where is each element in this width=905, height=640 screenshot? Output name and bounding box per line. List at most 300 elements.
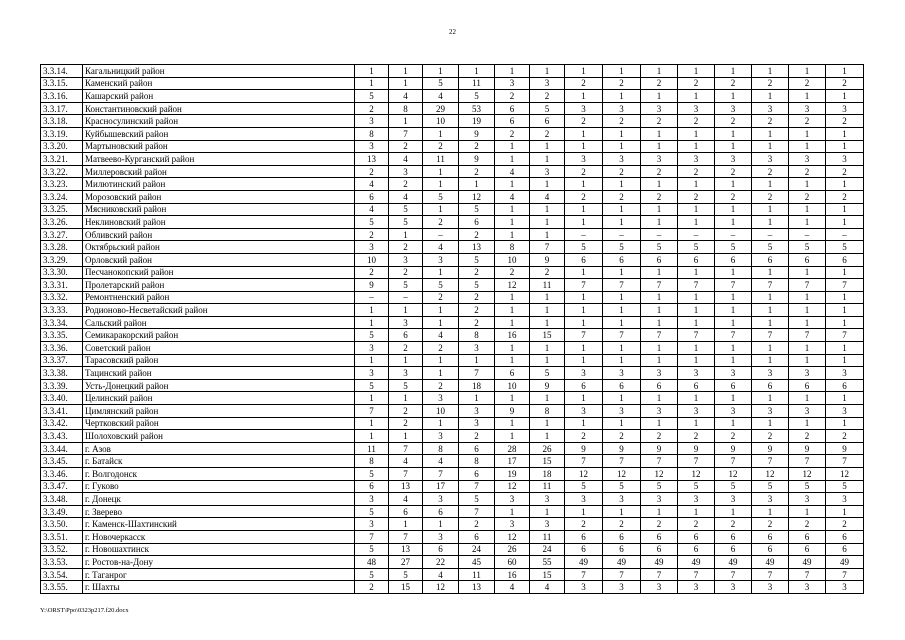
table-row <box>41 480 864 493</box>
value-cell: 2 <box>459 165 495 178</box>
row-name: Цимлянский район <box>83 405 355 418</box>
value-cell: 5 <box>459 493 495 506</box>
row-code: 3.3.31. <box>41 279 83 292</box>
value-cell: 1 <box>715 342 752 355</box>
value-cell: 1 <box>789 505 826 518</box>
row-name: Кагальницкий район <box>83 65 355 78</box>
value-cell: 3 <box>355 493 389 506</box>
value-cell: 1 <box>423 203 459 216</box>
value-cell: 15 <box>530 329 565 342</box>
value-cell: 1 <box>678 127 715 140</box>
value-cell: 1 <box>423 354 459 367</box>
value-cell: 1 <box>715 304 752 317</box>
row-code: 3.3.27. <box>41 228 83 241</box>
value-cell: 3 <box>389 165 423 178</box>
table-row <box>41 153 864 166</box>
value-cell: 2 <box>789 430 826 443</box>
value-cell: 2 <box>423 342 459 355</box>
value-cell: 49 <box>565 556 603 569</box>
value-cell: 1 <box>495 203 530 216</box>
value-cell: – <box>678 228 715 241</box>
value-cell: 5 <box>789 241 826 254</box>
value-cell: 6 <box>603 543 641 556</box>
row-name: Куйбышевский район <box>83 127 355 140</box>
value-cell: 6 <box>715 543 752 556</box>
value-cell: 2 <box>826 430 864 443</box>
value-cell: 13 <box>459 581 495 594</box>
table-row <box>41 354 864 367</box>
value-cell: 6 <box>752 379 789 392</box>
row-code: 3.3.37. <box>41 354 83 367</box>
value-cell: 12 <box>459 190 495 203</box>
value-cell: 7 <box>355 405 389 418</box>
value-cell: 9 <box>355 279 389 292</box>
table-row <box>41 253 864 266</box>
value-cell: 1 <box>565 216 603 229</box>
value-cell: 1 <box>389 77 423 90</box>
value-cell: 16 <box>495 329 530 342</box>
value-cell: 4 <box>389 455 423 468</box>
value-cell: 3 <box>752 493 789 506</box>
row-code: 3.3.50. <box>41 518 83 531</box>
value-cell: 11 <box>459 77 495 90</box>
value-cell: 2 <box>715 77 752 90</box>
value-cell: 4 <box>423 455 459 468</box>
value-cell: 2 <box>423 216 459 229</box>
row-name: Милютинский район <box>83 178 355 191</box>
row-name: Пролетарский район <box>83 279 355 292</box>
value-cell: 4 <box>495 581 530 594</box>
value-cell: 6 <box>530 115 565 128</box>
value-cell: 6 <box>789 530 826 543</box>
value-cell: 1 <box>495 228 530 241</box>
value-cell: 5 <box>355 90 389 103</box>
value-cell: 7 <box>678 279 715 292</box>
value-cell: 60 <box>495 556 530 569</box>
row-name: г. Ростов-на-Дону <box>83 556 355 569</box>
table-row <box>41 65 864 78</box>
value-cell: 55 <box>530 556 565 569</box>
row-name: г. Таганрог <box>83 568 355 581</box>
table-row <box>41 291 864 304</box>
value-cell: 2 <box>603 190 641 203</box>
value-cell: 6 <box>603 379 641 392</box>
row-code: 3.3.17. <box>41 102 83 115</box>
table-row <box>41 178 864 191</box>
value-cell: 11 <box>355 442 389 455</box>
value-cell: 8 <box>530 405 565 418</box>
value-cell: 3 <box>678 405 715 418</box>
value-cell: 3 <box>678 493 715 506</box>
value-cell: 5 <box>423 77 459 90</box>
value-cell: 3 <box>423 430 459 443</box>
value-cell: 5 <box>389 216 423 229</box>
value-cell: 17 <box>423 480 459 493</box>
value-cell: 3 <box>423 392 459 405</box>
value-cell: 1 <box>826 354 864 367</box>
row-code: 3.3.30. <box>41 266 83 279</box>
value-cell: 53 <box>459 102 495 115</box>
value-cell: 2 <box>389 178 423 191</box>
row-code: 3.3.52. <box>41 543 83 556</box>
value-cell: 1 <box>715 203 752 216</box>
value-cell: 7 <box>355 530 389 543</box>
data-table <box>40 64 864 594</box>
value-cell: 2 <box>641 115 678 128</box>
value-cell: 7 <box>423 468 459 481</box>
value-cell: 3 <box>423 493 459 506</box>
value-cell: 2 <box>355 102 389 115</box>
value-cell: 16 <box>495 568 530 581</box>
value-cell: 6 <box>355 190 389 203</box>
value-cell: 1 <box>752 505 789 518</box>
value-cell: 1 <box>641 354 678 367</box>
value-cell: 7 <box>826 455 864 468</box>
value-cell: 1 <box>495 140 530 153</box>
value-cell: 5 <box>389 203 423 216</box>
value-cell: 1 <box>355 430 389 443</box>
value-cell: 1 <box>495 354 530 367</box>
value-cell: 15 <box>530 455 565 468</box>
table-row <box>41 102 864 115</box>
value-cell: 5 <box>678 480 715 493</box>
row-name: г. Каменск-Шахтинский <box>83 518 355 531</box>
value-cell: 2 <box>826 77 864 90</box>
value-cell: 1 <box>789 178 826 191</box>
value-cell: 5 <box>603 480 641 493</box>
value-cell: 2 <box>603 77 641 90</box>
table-row <box>41 228 864 241</box>
value-cell: 1 <box>603 140 641 153</box>
value-cell: 3 <box>565 493 603 506</box>
value-cell: 6 <box>641 379 678 392</box>
value-cell: 6 <box>715 530 752 543</box>
value-cell: 3 <box>459 417 495 430</box>
value-cell: 1 <box>715 178 752 191</box>
value-cell: 1 <box>495 392 530 405</box>
value-cell: 8 <box>495 241 530 254</box>
value-cell: 1 <box>495 342 530 355</box>
value-cell: 8 <box>459 329 495 342</box>
value-cell: 3 <box>355 115 389 128</box>
value-cell: 2 <box>752 115 789 128</box>
value-cell: 1 <box>603 304 641 317</box>
row-name: Обливский район <box>83 228 355 241</box>
value-cell: 5 <box>826 480 864 493</box>
value-cell: 45 <box>459 556 495 569</box>
table-row <box>41 304 864 317</box>
value-cell: 1 <box>641 417 678 430</box>
table-row <box>41 518 864 531</box>
value-cell: 6 <box>641 530 678 543</box>
value-cell: 10 <box>423 405 459 418</box>
value-cell: 7 <box>565 279 603 292</box>
value-cell: 1 <box>826 127 864 140</box>
value-cell: 7 <box>826 279 864 292</box>
row-code: 3.3.47. <box>41 480 83 493</box>
value-cell: 7 <box>826 568 864 581</box>
value-cell: 5 <box>389 379 423 392</box>
value-cell: 10 <box>423 115 459 128</box>
value-cell: 1 <box>678 140 715 153</box>
value-cell: 2 <box>789 115 826 128</box>
value-cell: 2 <box>495 127 530 140</box>
value-cell: 27 <box>389 556 423 569</box>
table-row <box>41 342 864 355</box>
value-cell: 7 <box>603 279 641 292</box>
value-cell: 2 <box>603 430 641 443</box>
value-cell: 1 <box>495 291 530 304</box>
value-cell: 1 <box>826 178 864 191</box>
value-cell: 1 <box>641 140 678 153</box>
value-cell: 1 <box>603 392 641 405</box>
value-cell: 1 <box>355 392 389 405</box>
value-cell: 1 <box>530 228 565 241</box>
table-row <box>41 543 864 556</box>
value-cell: 1 <box>423 367 459 380</box>
value-cell: 1 <box>389 65 423 78</box>
row-name: Усть-Донецкий район <box>83 379 355 392</box>
value-cell: 9 <box>459 127 495 140</box>
value-cell: 4 <box>495 165 530 178</box>
value-cell: 1 <box>565 140 603 153</box>
value-cell: 6 <box>459 442 495 455</box>
value-cell: 2 <box>641 190 678 203</box>
value-cell: 5 <box>355 543 389 556</box>
table-row <box>41 279 864 292</box>
value-cell: 1 <box>603 90 641 103</box>
value-cell: 3 <box>355 140 389 153</box>
value-cell: 1 <box>678 392 715 405</box>
value-cell: 6 <box>389 329 423 342</box>
value-cell: 1 <box>678 342 715 355</box>
value-cell: 1 <box>423 316 459 329</box>
value-cell: 1 <box>752 266 789 279</box>
value-cell: 2 <box>678 165 715 178</box>
value-cell: 9 <box>752 442 789 455</box>
value-cell: 12 <box>495 480 530 493</box>
value-cell: 1 <box>603 417 641 430</box>
value-cell: 2 <box>389 417 423 430</box>
value-cell: 12 <box>641 468 678 481</box>
value-cell: 1 <box>826 90 864 103</box>
value-cell: 10 <box>355 253 389 266</box>
row-code: 3.3.35. <box>41 329 83 342</box>
value-cell: 5 <box>355 505 389 518</box>
value-cell: 3 <box>423 253 459 266</box>
value-cell: 5 <box>530 367 565 380</box>
value-cell: 2 <box>752 190 789 203</box>
row-name: Тацинский район <box>83 367 355 380</box>
value-cell: 9 <box>715 442 752 455</box>
value-cell: 4 <box>423 90 459 103</box>
value-cell: 13 <box>389 543 423 556</box>
value-cell: 1 <box>530 430 565 443</box>
value-cell: 18 <box>459 379 495 392</box>
row-name: Каменский район <box>83 77 355 90</box>
value-cell: 1 <box>715 266 752 279</box>
value-cell: 3 <box>678 153 715 166</box>
value-cell: 2 <box>355 165 389 178</box>
row-code: 3.3.28. <box>41 241 83 254</box>
value-cell: 2 <box>603 115 641 128</box>
row-name: Мясниковский район <box>83 203 355 216</box>
value-cell: 5 <box>389 279 423 292</box>
value-cell: 5 <box>355 468 389 481</box>
value-cell: 1 <box>826 216 864 229</box>
value-cell: 2 <box>715 115 752 128</box>
value-cell: 4 <box>389 190 423 203</box>
value-cell: 2 <box>565 77 603 90</box>
value-cell: 1 <box>495 316 530 329</box>
row-name: Родионово-Несветайский район <box>83 304 355 317</box>
value-cell: 8 <box>355 455 389 468</box>
value-cell: 1 <box>389 304 423 317</box>
value-cell: 1 <box>530 316 565 329</box>
value-cell: – <box>715 228 752 241</box>
value-cell: 2 <box>423 379 459 392</box>
value-cell: 5 <box>389 568 423 581</box>
value-cell: 1 <box>423 65 459 78</box>
value-cell: 28 <box>495 442 530 455</box>
row-name: Тарасовский район <box>83 354 355 367</box>
value-cell: 5 <box>459 203 495 216</box>
value-cell: 6 <box>641 543 678 556</box>
value-cell: 1 <box>565 203 603 216</box>
value-cell: 2 <box>603 518 641 531</box>
value-cell: 1 <box>389 518 423 531</box>
value-cell: 3 <box>641 493 678 506</box>
value-cell: 6 <box>789 379 826 392</box>
row-name: Миллеровский район <box>83 165 355 178</box>
row-name: г. Шахты <box>83 581 355 594</box>
value-cell: 2 <box>495 266 530 279</box>
value-cell: 1 <box>495 178 530 191</box>
row-name: Ремонтненский район <box>83 291 355 304</box>
value-cell: 1 <box>565 90 603 103</box>
value-cell: 12 <box>789 468 826 481</box>
value-cell: 1 <box>678 65 715 78</box>
value-cell: 1 <box>603 505 641 518</box>
value-cell: 5 <box>355 379 389 392</box>
value-cell: 3 <box>826 367 864 380</box>
value-cell: 1 <box>752 304 789 317</box>
row-code: 3.3.43. <box>41 430 83 443</box>
value-cell: 2 <box>641 165 678 178</box>
value-cell: 1 <box>603 354 641 367</box>
value-cell: 1 <box>752 65 789 78</box>
value-cell: 2 <box>678 115 715 128</box>
value-cell: 3 <box>565 367 603 380</box>
value-cell: 6 <box>752 253 789 266</box>
value-cell: 1 <box>789 291 826 304</box>
value-cell: 1 <box>752 216 789 229</box>
value-cell: 3 <box>789 367 826 380</box>
value-cell: 2 <box>752 77 789 90</box>
row-name: г. Батайск <box>83 455 355 468</box>
value-cell: 1 <box>715 417 752 430</box>
table-row <box>41 77 864 90</box>
table-row <box>41 316 864 329</box>
value-cell: 6 <box>355 480 389 493</box>
value-cell: 1 <box>530 342 565 355</box>
value-cell: 1 <box>459 178 495 191</box>
row-code: 3.3.51. <box>41 530 83 543</box>
value-cell: 26 <box>530 442 565 455</box>
value-cell: 1 <box>789 266 826 279</box>
row-name: Красносулинский район <box>83 115 355 128</box>
value-cell: 2 <box>641 430 678 443</box>
value-cell: 7 <box>678 455 715 468</box>
value-cell: 1 <box>603 65 641 78</box>
value-cell: 1 <box>641 505 678 518</box>
value-cell: 1 <box>678 304 715 317</box>
value-cell: 1 <box>495 304 530 317</box>
value-cell: 7 <box>389 127 423 140</box>
value-cell: 1 <box>715 216 752 229</box>
value-cell: 5 <box>565 480 603 493</box>
value-cell: 4 <box>530 190 565 203</box>
value-cell: 2 <box>530 266 565 279</box>
value-cell: 7 <box>389 442 423 455</box>
value-cell: 1 <box>752 90 789 103</box>
row-code: 3.3.44. <box>41 442 83 455</box>
value-cell: – <box>641 228 678 241</box>
value-cell: 1 <box>565 291 603 304</box>
value-cell: 2 <box>389 266 423 279</box>
value-cell: 1 <box>641 127 678 140</box>
value-cell: 9 <box>603 442 641 455</box>
value-cell: 6 <box>603 253 641 266</box>
row-code: 3.3.48. <box>41 493 83 506</box>
table-row <box>41 329 864 342</box>
value-cell: 3 <box>530 493 565 506</box>
value-cell: 12 <box>752 468 789 481</box>
value-cell: 1 <box>789 216 826 229</box>
row-name: г. Зверево <box>83 505 355 518</box>
row-code: 3.3.36. <box>41 342 83 355</box>
value-cell: 3 <box>603 153 641 166</box>
value-cell: 9 <box>530 379 565 392</box>
value-cell: 9 <box>826 442 864 455</box>
value-cell: 1 <box>789 65 826 78</box>
value-cell: 7 <box>789 455 826 468</box>
value-cell: 2 <box>641 77 678 90</box>
value-cell: 1 <box>603 316 641 329</box>
value-cell: 15 <box>389 581 423 594</box>
value-cell: 2 <box>826 165 864 178</box>
value-cell: 6 <box>495 102 530 115</box>
value-cell: 1 <box>530 203 565 216</box>
value-cell: 9 <box>565 442 603 455</box>
value-cell: 3 <box>530 518 565 531</box>
value-cell: 6 <box>389 505 423 518</box>
value-cell: 1 <box>826 342 864 355</box>
value-cell: 5 <box>752 241 789 254</box>
value-cell: 18 <box>530 468 565 481</box>
value-cell: 3 <box>641 102 678 115</box>
value-cell: 1 <box>423 304 459 317</box>
value-cell: 19 <box>459 115 495 128</box>
value-cell: 1 <box>603 291 641 304</box>
value-cell: 1 <box>565 342 603 355</box>
value-cell: 3 <box>715 493 752 506</box>
value-cell: 19 <box>495 468 530 481</box>
value-cell: 3 <box>789 581 826 594</box>
value-cell: 1 <box>459 354 495 367</box>
value-cell: 3 <box>715 367 752 380</box>
value-cell: 1 <box>423 266 459 279</box>
